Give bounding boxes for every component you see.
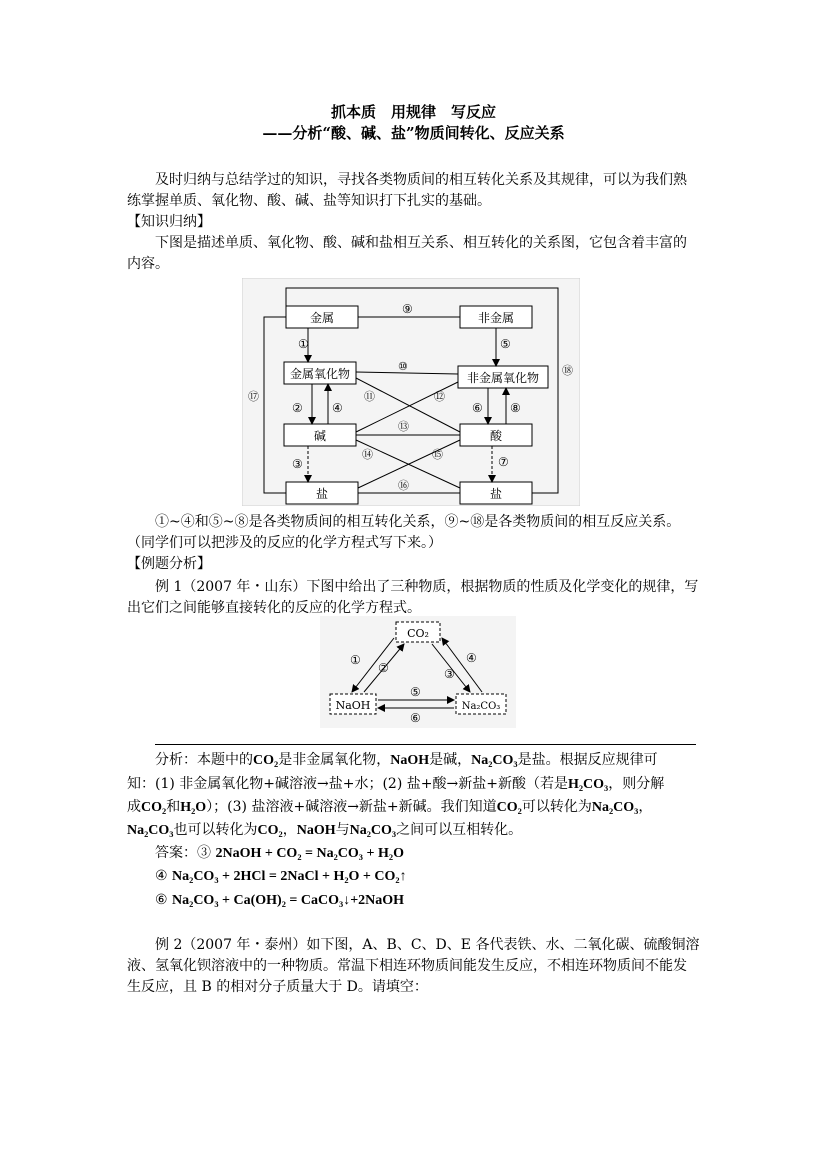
label-metal: 金属 [309,311,335,325]
num-d2-1: ① [350,653,361,667]
num-d2-4: ④ [466,651,477,665]
num-4: ④ [332,401,343,415]
examples-heading: 【例题分析】 [127,556,211,572]
label-na2co3: Na₂CO₃ [461,701,501,712]
label-salt-right: 盐 [489,487,503,501]
intro-line-1: 及时归纳与总结学过的知识，寻找各类物质间的相互转化关系及其规律，可以为我们熟 [155,172,687,188]
example2-line-3: 生反应，且 B 的相对分子质量大于 D。请填空： [127,979,428,995]
example2-line-1: 例 2（2007 年・泰州）如下图，A、B、C、D、E 各代表铁、水、二氧化碳、硫酸铜溶 [155,937,700,953]
label-salt-left: 盐 [315,487,329,501]
example1-line-2: 出它们之间能够直接转化的反应的化学方程式。 [127,600,421,616]
label-acid: 酸 [489,429,503,443]
separator-line [155,744,696,745]
knowledge-line-1: 下图是描述单质、氧化物、酸、碱和盐相互关系、相互转化的关系图，它包含着丰富的 [155,235,687,251]
analysis-line-3: 成CO₂和H₂O）；(3) 盐溶液+碱溶液→新盐+新碱。我们知道CO₂可以转化为Na₂CO₃， [127,799,653,815]
analysis-line-4: Na₂CO₃也可以转化为CO₂，NaOH与Na₂CO₃之间可以互相转化。 [127,822,523,838]
num-3: ③ [292,457,303,471]
num-9: ⑨ [402,302,413,316]
num-18: ⑱ [562,364,573,377]
intro-line-2: 练掌握单质、氧化物、酸、碱、盐等知识打下扎实的基础。 [127,193,491,209]
after-diagram-line-2: （同学们可以把涉及的反应的化学方程式写下来。） [127,535,442,551]
after-diagram-line-1: ①~④和⑤~⑧是各类物质间的相互转化关系，⑨~⑱是各类物质间的相互反应关系。 [155,514,681,530]
analysis-line-1: 分析：本题中的CO₂是非金属氧化物，NaOH是碱，Na₂CO₃是盐。根据反应规律可 [155,752,658,768]
relationship-diagram [242,278,580,506]
title-line-1: 抓本质 用规律 写反应 [330,103,496,121]
conversion-diagram [320,616,516,728]
num-14: ⑭ [362,448,373,461]
title-line-2: ——分析“酸、碱、盐”物质间转化、反应关系 [262,124,565,142]
num-15: ⑮ [432,448,443,461]
label-nonmetal-oxide: 非金属氧化物 [466,371,540,385]
num-d2-5: ⑤ [410,685,421,699]
num-d2-3: ③ [444,667,455,681]
knowledge-line-2: 内容。 [127,256,169,272]
label-co2: CO₂ [407,627,429,640]
answer-line-3: 答案：③ 2NaOH + CO₂ = Na₂CO₃ + H₂O [155,845,404,861]
label-naoh: NaOH [335,699,371,712]
num-10: ⑩ [398,360,408,373]
num-6: ⑥ [472,401,483,415]
num-12: ⑫ [434,390,445,403]
label-base: 碱 [313,429,327,443]
num-16: ⑯ [398,479,409,492]
knowledge-heading: 【知识归纳】 [127,214,211,230]
label-metal-oxide: 金属氧化物 [289,367,351,381]
num-13: ⑬ [398,420,409,433]
label-nonmetal: 非金属 [477,311,515,325]
num-2: ② [292,401,303,415]
num-11: ⑪ [364,390,375,403]
num-7: ⑦ [498,455,509,469]
num-5: ⑤ [500,337,511,351]
example2-line-2: 液、氢氧化钡溶液中的一种物质。常温下相连环物质间能发生反应，不相连环物质间不能发 [127,958,687,974]
num-17: ⑰ [248,390,259,403]
answer-line-6: ⑥ Na₂CO₃ + Ca(OH)₂ = CaCO₃↓+2NaOH [155,892,405,908]
num-d2-6: ⑥ [410,711,421,725]
num-8: ⑧ [510,401,521,415]
num-d2-2: ② [378,661,389,675]
num-1: ① [298,337,309,351]
example1-line-1: 例 1（2007 年・山东）下图中给出了三种物质，根据物质的性质及化学变化的规律，写 [155,579,699,595]
answer-line-4: ④ Na₂CO₃ + 2HCl = 2NaCl + H₂O + CO₂↑ [155,868,407,884]
analysis-line-2: 知：(1) 非金属氧化物+碱溶液→盐+水；(2) 盐+酸→新盐+新酸（若是H₂CO₃，则分解 [127,776,665,792]
